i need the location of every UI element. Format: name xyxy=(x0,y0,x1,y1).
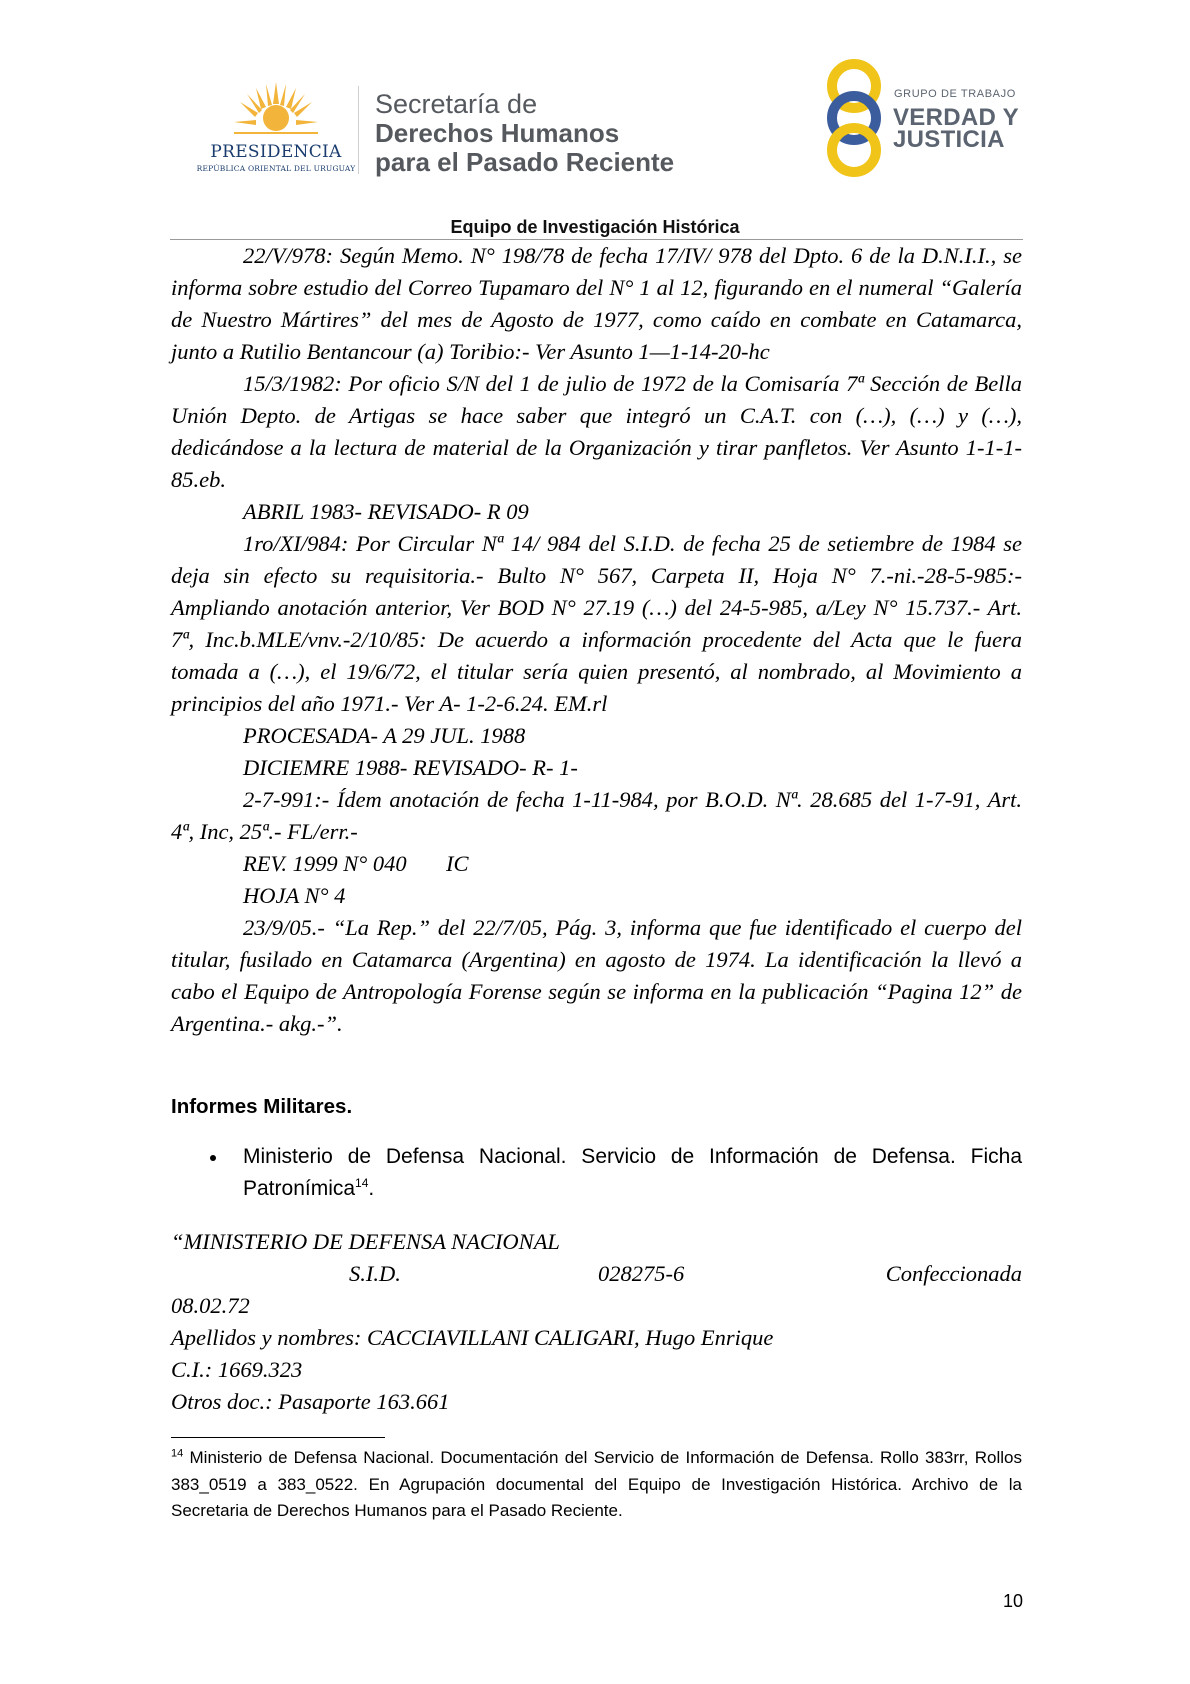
footnote-rule xyxy=(171,1437,385,1438)
presidencia-subtitle: REPÚBLICA ORIENTAL DEL URUGUAY xyxy=(196,164,356,173)
sid-line: Apellidos y nombres: CACCIAVILLANI CALIGARI, Hugo Enrique xyxy=(171,1325,774,1350)
sid-line: “MINISTERIO DE DEFENSA NACIONAL xyxy=(171,1229,560,1254)
document-body xyxy=(171,240,1022,1040)
vj-title-line-2: JUSTICIA xyxy=(893,126,1005,153)
bullet-text xyxy=(243,1141,1022,1205)
footnote-text: Ministerio de Defensa Nacional. Documentación del Servicio de Información de Defensa. Rollo 383rr, Rollos 383_0519 a 383_0522. En Agrupación documental del Equipo de Investigación Histórica. Archivo de la Secretaria de Derechos Humanos para el Pasado Reciente. xyxy=(171,1448,1022,1520)
footnote xyxy=(171,1445,1022,1525)
sid-header-row xyxy=(171,1258,1022,1290)
entry-paragraph: PROCESADA- A 29 JUL. 1988 xyxy=(243,723,526,748)
sid-number: 028275-6 xyxy=(598,1261,685,1286)
sun-icon xyxy=(234,80,318,142)
presidencia-name: PRESIDENCIA xyxy=(210,142,342,162)
entry-paragraph: REV. 1999 N° 040 IC xyxy=(243,851,469,876)
entry-paragraph: HOJA N° 4 xyxy=(243,883,346,908)
sid-label: S.I.D. xyxy=(349,1261,401,1286)
verdad-justicia-logo xyxy=(820,54,1030,182)
header-divider xyxy=(358,86,359,174)
entry-paragraph: DICIEMRE 1988- REVISADO- R- 1- xyxy=(243,755,578,780)
footnote-number: 14 xyxy=(171,1447,184,1460)
bullet-dot-icon xyxy=(210,1155,216,1161)
sid-line: Otros doc.: Pasaporte 163.661 xyxy=(171,1389,450,1414)
sid-record xyxy=(171,1226,1022,1418)
bullet-list-item xyxy=(171,1141,1022,1205)
vj-title-line-1: VERDAD Y xyxy=(893,104,1019,131)
sid-line: C.I.: 1669.323 xyxy=(171,1357,303,1382)
footnote-reference[interactable]: 14 xyxy=(355,1176,369,1190)
secretaria-line-2: Derechos Humanos xyxy=(375,118,620,148)
bullet-text-end: . xyxy=(368,1177,375,1200)
vj-subtitle: GRUPO DE TRABAJO xyxy=(894,88,1016,100)
section-heading: Informes Militares. xyxy=(171,1095,353,1118)
entry-paragraph: ABRIL 1983- REVISADO- R 09 xyxy=(243,499,529,524)
entry-paragraph: 23/9/05.- “La Rep.” del 22/7/05, Pág. 3, informa que fue identificado el cuerpo del titular, fusilado en Catamarca (Argentina) en agosto de 1974. La identificación la llevó a cabo el Equipo de Antropología Forense según se informa en la publicación “Pagina 12” de Argentina.- akg.-”. xyxy=(171,915,1022,1036)
secretaria-line-3: para el Pasado Reciente xyxy=(375,147,675,177)
entry-paragraph: 1ro/XI/984: Por Circular Nª 14/ 984 del S.I.D. de fecha 25 de setiembre de 1984 se deja sin efecto su requisitoria.- Bulto N° 567, Carpeta II, Hoja N° 7.-ni.-28-5-985:- Ampliando anotación anterior, Ver BOD N° 27.19 (…) del 24-5-985, a/Ley N° 15.737.- Art. 7ª, Inc.b.MLE/vnv.-2/10/85: De acuerdo a información procedente del Acta que le fuera tomada a (…), el 19/6/72, el titular sería quien presentó, al nombrado, al Movimiento a principios del año 1971.- Ver A- 1-2-6.24. EM.rl xyxy=(171,531,1022,716)
team-title: Equipo de Investigación Histórica xyxy=(450,217,740,237)
entry-paragraph: 22/V/978: Según Memo. N° 198/78 de fecha 17/IV/ 978 del Dpto. 6 de la D.N.I.I., se informa sobre estudio del Correo Tupamaro del N° 1 al 12, figurando en el numeral “Galería de Nuestro Mártires” del mes de Agosto de 1977, como caído en combate en Catamarca, junto a Rutilio Bentancour (a) Toribio:- Ver Asunto 1—1-14-20-hc xyxy=(171,243,1022,364)
entry-paragraph: 2-7-991:- Ídem anotación de fecha 1-11-984, por B.O.D. Nª. 28.685 del 1-7-91, Art. 4ª, Inc, 25ª.- FL/err.- xyxy=(171,787,1022,844)
sid-line: 08.02.72 xyxy=(171,1293,250,1318)
page-number: 10 xyxy=(1002,1591,1023,1611)
presidencia-logo xyxy=(196,80,356,178)
entry-paragraph: 15/3/1982: Por oficio S/N del 1 de julio de 1972 de la Comisaría 7ª Sección de Bella Unión Depto. de Artigas se hace saber que integró un C.A.T. con (…), (…) y (…), dedicándose a la lectura de material de la Organización y tirar panfletos. Ver Asunto 1-1-1-85.eb. xyxy=(171,371,1022,492)
bullet-text-body: Ministerio de Defensa Nacional. Servicio de Información de Defensa. Ficha Patronímica xyxy=(243,1145,1022,1200)
sid-confeccionada: Confeccionada xyxy=(885,1261,1022,1286)
linked-rings-icon xyxy=(820,54,890,182)
secretaria-logo-text xyxy=(375,90,674,177)
secretaria-line-1: Secretaría de xyxy=(375,89,538,119)
